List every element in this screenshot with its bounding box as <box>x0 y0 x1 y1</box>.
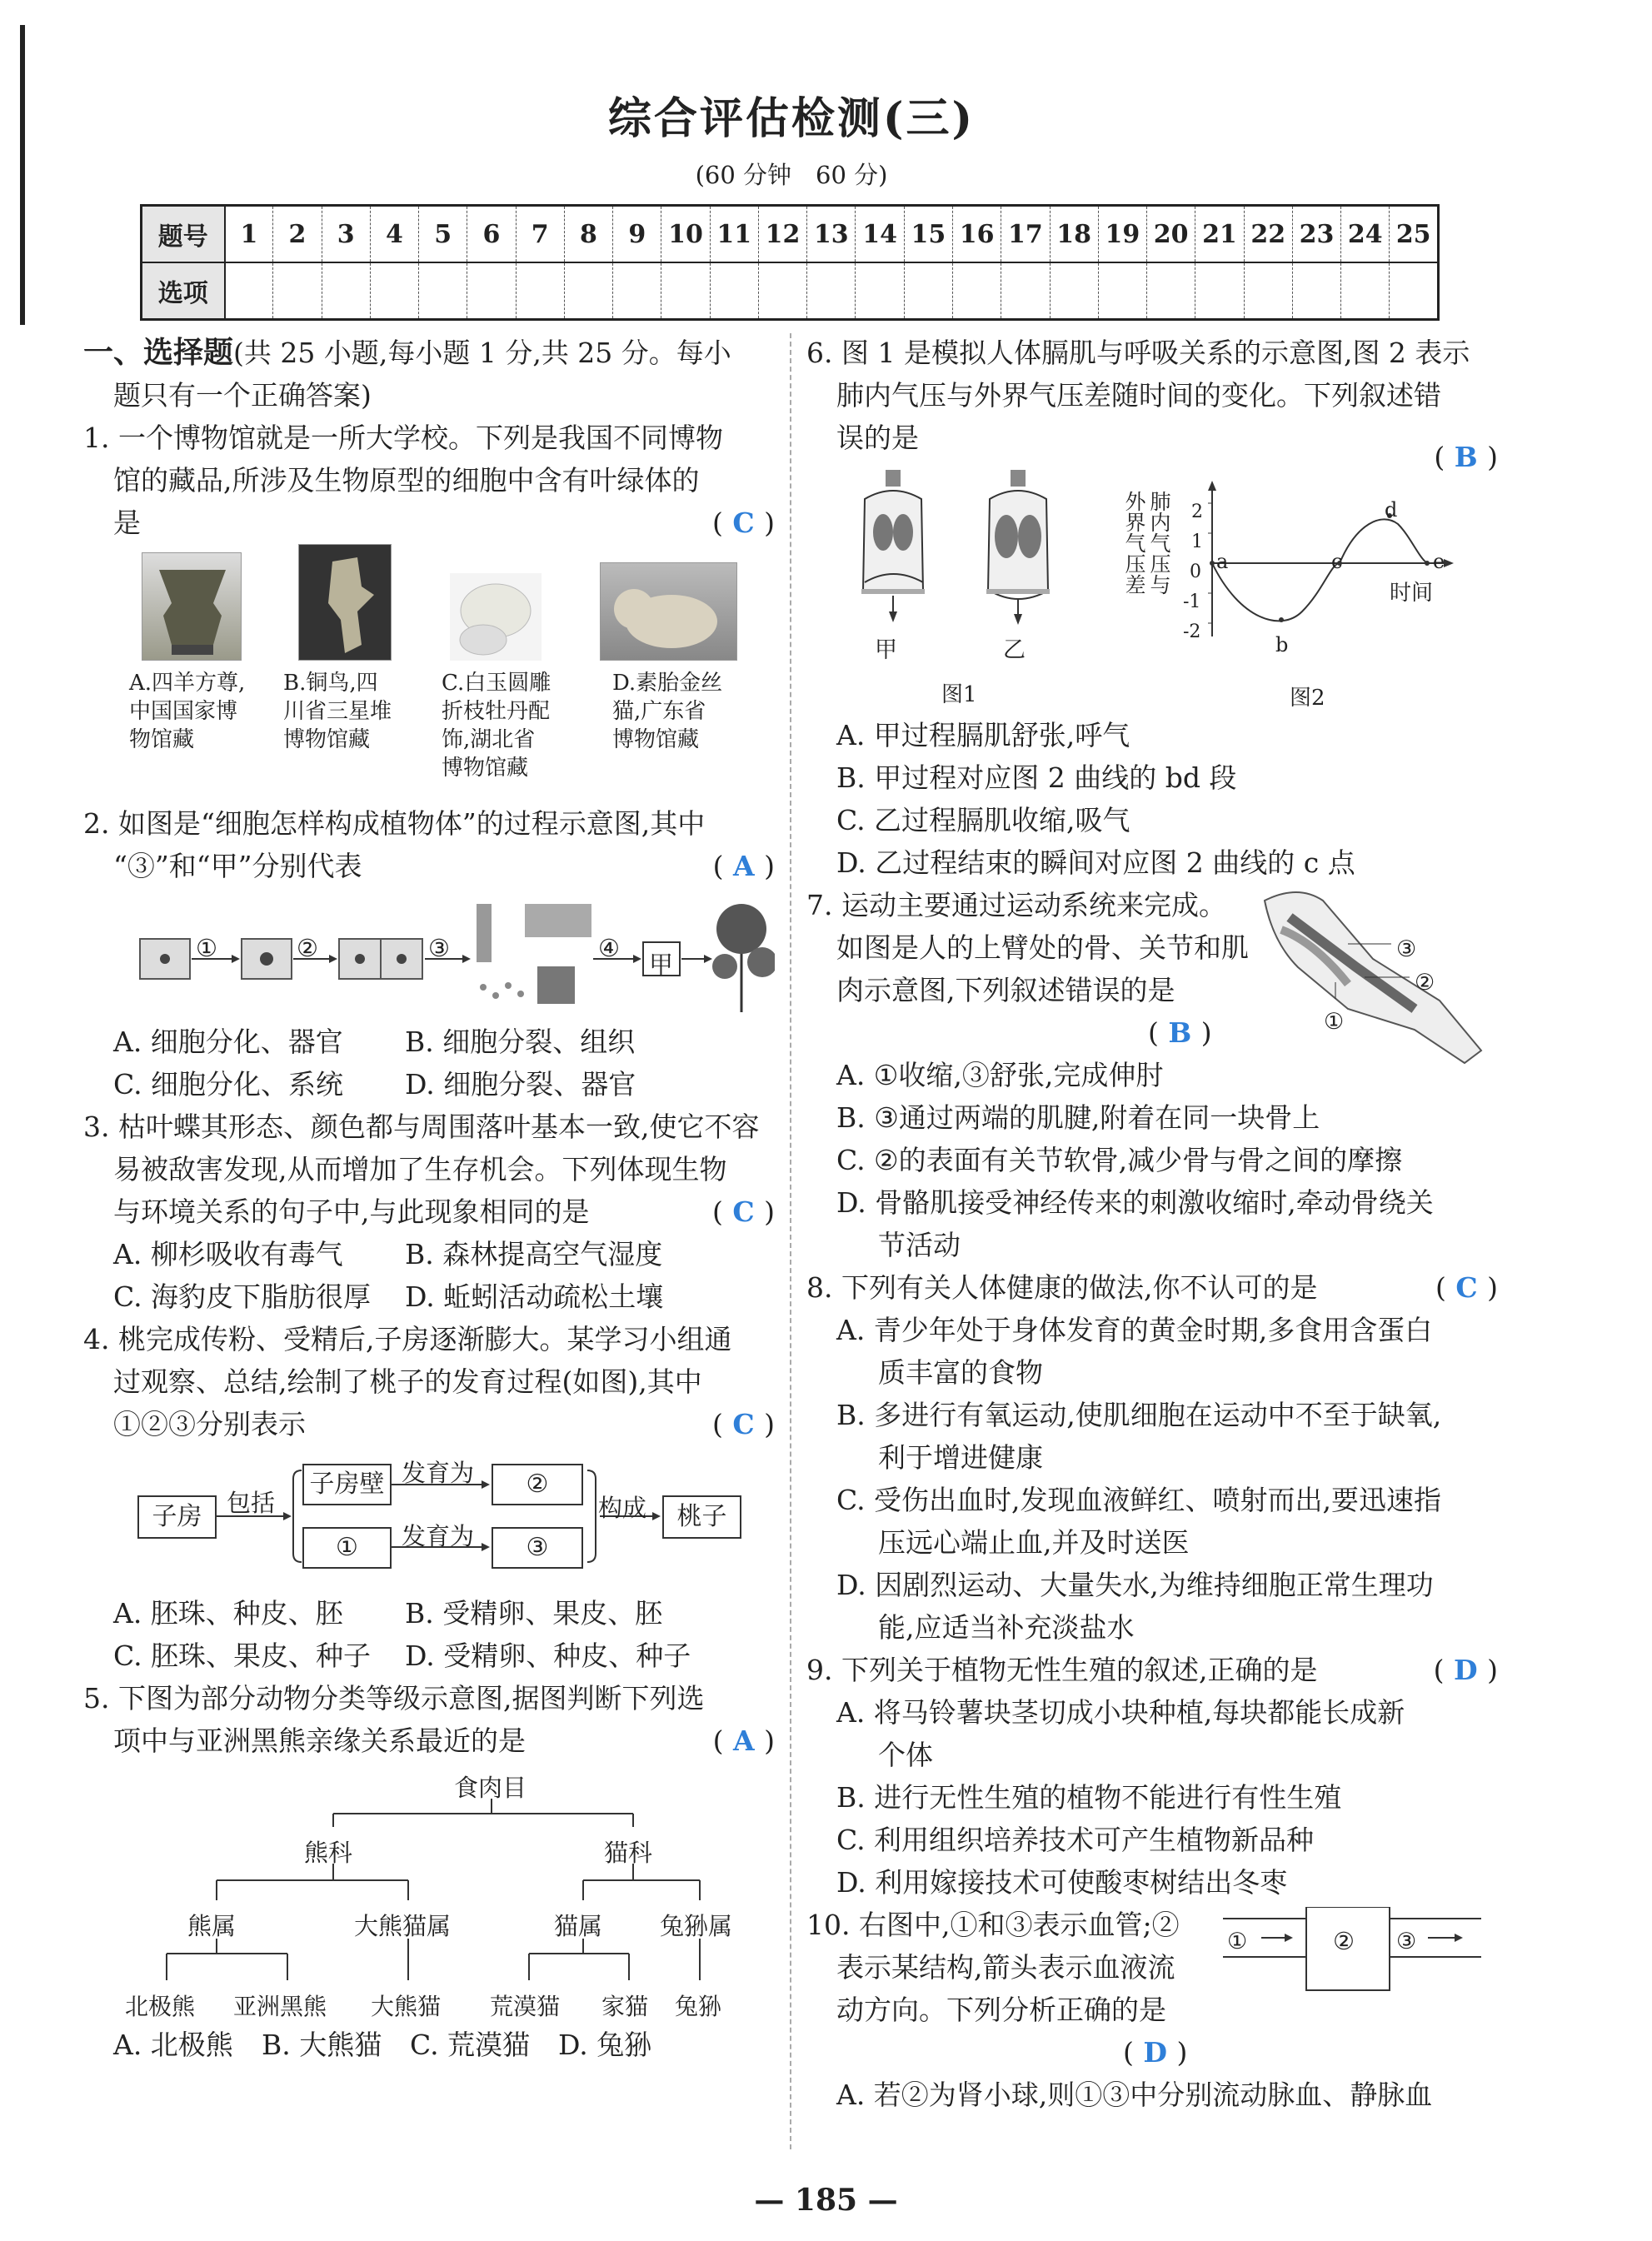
option-c: C. 胚珠、果皮、种子 <box>113 1640 372 1672</box>
q1-figure <box>83 544 775 802</box>
y-axis-label-1: 肺内气压与 <box>1147 491 1171 595</box>
grid-answer-cell[interactable] <box>1244 262 1292 320</box>
grid-question-number: 2 <box>273 206 322 263</box>
grid-question-number: 1 <box>225 206 273 263</box>
caption-line: 博物馆藏 <box>283 727 371 752</box>
grid-answer-cell[interactable] <box>952 262 1001 320</box>
tree-species: 家猫 <box>601 1993 649 2020</box>
grid-question-number: 3 <box>322 206 370 263</box>
q5-figure <box>83 1762 775 2024</box>
q10-text: 10. 右图中,①和③表示血管;② <box>806 1909 1180 1941</box>
option-a-cont: 质丰富的食物 <box>878 1356 1043 1389</box>
grid-question-number: 7 <box>516 206 564 263</box>
grid-question-number: 24 <box>1341 206 1390 263</box>
grid-question-number: 4 <box>370 206 418 263</box>
option-d: D. 因剧烈运动、大量失水,为维持细胞正常生理功 <box>836 1569 1434 1601</box>
q8-answer-letter: C <box>1455 1271 1478 1304</box>
q5-options <box>83 2024 775 2066</box>
option-b: B. 受精卵、果皮、胚 <box>405 1597 663 1630</box>
grid-answer-cell[interactable] <box>564 262 612 320</box>
grid-answer-cell[interactable] <box>225 262 273 320</box>
classification-tree <box>83 1762 775 2024</box>
grid-question-number: 5 <box>419 206 467 263</box>
option-a: A. 将马铃薯块茎切成小块种植,每块都能长成新 <box>836 1696 1405 1729</box>
option-a: A. 甲过程膈肌舒张,呼气 <box>836 719 1130 751</box>
grid-answer-cell[interactable] <box>1001 262 1050 320</box>
grid-question-number: 23 <box>1292 206 1340 263</box>
q4-text: 过观察、总结,绘制了桃子的发育过程(如图),其中 <box>113 1365 702 1398</box>
grid-answer-cell[interactable] <box>856 262 904 320</box>
left-column <box>83 332 775 2066</box>
grid-question-number: 16 <box>952 206 1001 263</box>
option-d-cont: 节活动 <box>878 1229 961 1261</box>
figure-2-caption: 图2 <box>1290 686 1325 711</box>
column-divider <box>790 333 791 2149</box>
q2-options <box>83 1063 775 1106</box>
q7-answer: ( B ) <box>1148 1016 1212 1049</box>
point-c: c <box>1331 550 1343 573</box>
caption-line: A.四羊方尊, <box>129 671 246 696</box>
caption-line: 折枝牡丹配 <box>442 699 551 724</box>
option-b: B. 甲过程对应图 2 曲线的 bd 段 <box>836 761 1237 794</box>
jade-flower-icon <box>450 573 542 661</box>
bronze-zun-image <box>142 552 242 661</box>
bell-jar-yi <box>986 470 1050 625</box>
develop-label: 发育为 <box>402 1522 475 1550</box>
option-c: C. 利用组织培养技术可产生植物新品种 <box>836 1824 1315 1856</box>
q1-text: 1. 一个博物馆就是一所大学校。下列是我国不同博物 <box>83 422 723 454</box>
structure-label-2: ② <box>1333 1927 1355 1955</box>
vessel-label-3: ③ <box>1396 1929 1417 1954</box>
option-c: C. 海豹皮下脂肪很厚 <box>113 1280 372 1313</box>
option-a: A. 细胞分化、器官 <box>113 1026 343 1058</box>
option-a-cont: 个体 <box>878 1739 933 1771</box>
figure-1-caption: 图1 <box>941 682 977 707</box>
grid-answer-cell[interactable] <box>370 262 418 320</box>
ovary-box: 子房 <box>137 1495 217 1539</box>
q5-answer: ( A ) <box>712 1724 775 1757</box>
q6-text: 误的是 <box>836 422 919 454</box>
grid-question-number: 22 <box>1244 206 1292 263</box>
form-label: 构成 <box>598 1494 647 1522</box>
arm-muscle-diagram <box>1248 884 1498 1076</box>
grid-answer-cell[interactable] <box>322 262 370 320</box>
q3-answer: ( C ) <box>711 1195 775 1228</box>
page-number: — 185 — <box>754 2183 898 2218</box>
point-e: e <box>1433 550 1445 573</box>
jar-label-jia: 甲 <box>875 637 897 663</box>
grid-header-option: 选项 <box>142 262 225 320</box>
caption-line: 中国国家博 <box>129 699 238 724</box>
q8-text: 8. 下列有关人体健康的做法,你不认可的是 <box>806 1271 1318 1304</box>
caption-line: 博物馆藏 <box>442 756 529 781</box>
page-title: 综合评估检测(三) <box>607 93 976 144</box>
q1-text: 馆的藏品,所涉及生物原型的细胞中含有叶绿体的 <box>113 464 700 497</box>
q6-text: 肺内气压与外界气压差随时间的变化。下列叙述错 <box>836 379 1441 412</box>
q10-text: 表示某结构,箭头表示血液流 <box>836 1951 1175 1984</box>
grid-answer-cell[interactable] <box>1195 262 1244 320</box>
tree-family: 熊科 <box>304 1839 353 1867</box>
option-a: A. 北极熊 <box>113 2029 233 2061</box>
q10-answer: ( D ) <box>1123 2036 1188 2069</box>
right-column <box>806 332 1498 2116</box>
grid-question-number: 14 <box>856 206 904 263</box>
bronze-zun-icon <box>142 553 242 661</box>
jade-pendant-image <box>450 573 542 661</box>
option-d: D. 细胞分裂、器官 <box>405 1068 636 1101</box>
q8-answer: ( C ) <box>1435 1271 1498 1304</box>
caption-line: 猫,广东省 <box>612 699 706 724</box>
q1-caption-d <box>612 669 722 754</box>
q4-text: 4. 桃完成传粉、受精后,子房逐渐膨大。某学习小组通 <box>83 1323 732 1355</box>
option-d: D. 受精卵、种皮、种子 <box>405 1640 691 1672</box>
bronze-bird-image <box>298 544 392 661</box>
tree-species: 大熊猫 <box>371 1993 442 2020</box>
grid-answer-cell[interactable] <box>1098 262 1146 320</box>
grid-answer-cell[interactable] <box>1147 262 1195 320</box>
q4-answer-letter: C <box>732 1408 755 1440</box>
q1-caption-c <box>442 669 551 782</box>
q6-answer: ( B ) <box>1434 441 1498 473</box>
develop-label: 发育为 <box>402 1459 475 1487</box>
bell-jar-jia <box>861 470 925 622</box>
q9-answer: ( D ) <box>1433 1654 1498 1686</box>
grid-answer-cell[interactable] <box>1050 262 1098 320</box>
y-tick: 2 <box>1191 502 1203 522</box>
q10-text: 动方向。下列分析正确的是 <box>836 1994 1166 2026</box>
grid-question-number: 6 <box>467 206 516 263</box>
grid-question-number: 17 <box>1001 206 1050 263</box>
box-label-jia: 甲 <box>649 951 674 979</box>
q1-text-last <box>83 502 775 544</box>
option-b: B. 森林提高空气湿度 <box>405 1238 663 1270</box>
q3-text-last <box>83 1190 775 1233</box>
q4-options <box>83 1635 775 1677</box>
q4-text-last <box>83 1403 775 1445</box>
grid-answer-cell[interactable] <box>904 262 952 320</box>
option-c-cont: 压远心端止血,并及时送医 <box>878 1526 1190 1559</box>
tree-genus: 熊属 <box>187 1912 237 1940</box>
option-b: B. ③通过两端的肌腱,附着在同一块骨上 <box>836 1101 1320 1134</box>
option-c: C. 受伤出血时,发现血液鲜红、喷射而出,要迅速指 <box>836 1484 1442 1516</box>
grid-answer-cell[interactable] <box>1292 262 1340 320</box>
q9-text: 9. 下列关于植物无性生殖的叙述,正确的是 <box>806 1654 1318 1686</box>
grid-answer-cell[interactable] <box>467 262 516 320</box>
grid-answer-cell[interactable] <box>661 262 710 320</box>
section-note-2: 题只有一个正确答案) <box>113 379 372 412</box>
grid-question-number: 15 <box>904 206 952 263</box>
grid-question-number: 11 <box>710 206 758 263</box>
answer-grid <box>140 204 1440 321</box>
q3-answer-letter: C <box>732 1195 755 1228</box>
option-a: A. ①收缩,③舒张,完成伸肘 <box>836 1059 1164 1091</box>
caption-line: 物馆藏 <box>129 727 195 752</box>
tree-genus: 兔狲属 <box>660 1912 733 1940</box>
q4-options <box>83 1592 775 1635</box>
grid-question-number: 8 <box>564 206 612 263</box>
q1-answer-letter: C <box>732 507 755 539</box>
option-b: B. 多进行有氧运动,使肌细胞在运动中不至于缺氧, <box>836 1399 1442 1431</box>
q9-answer-letter: D <box>1454 1654 1478 1686</box>
option-c: C. ②的表面有关节软骨,减少骨与骨之间的摩擦 <box>836 1144 1403 1176</box>
y-axis-label <box>1121 491 1171 595</box>
q6-answer-letter: B <box>1454 441 1478 473</box>
tree-order: 食肉目 <box>454 1774 527 1802</box>
caption-line: C.白玉圆雕 <box>442 671 551 696</box>
tree-species: 亚洲黑熊 <box>233 1993 327 2020</box>
q7-text: 如图是人的上臂处的骨、关节和肌 <box>836 931 1249 964</box>
grid-question-number: 18 <box>1050 206 1098 263</box>
caption-line: 博物馆藏 <box>612 727 700 752</box>
q7-text: 7. 运动主要通过运动系统来完成。 <box>806 889 1226 921</box>
section-title: 一、选择题 <box>83 335 234 370</box>
grid-answer-cell[interactable] <box>1341 262 1390 320</box>
grid-question-number: 10 <box>661 206 710 263</box>
grid-answer-cell[interactable] <box>807 262 856 320</box>
q2-answer-letter: A <box>733 850 755 882</box>
q3-text: 易被敌害发现,从而增加了生存机会。下列体现生物 <box>113 1153 727 1185</box>
q5-text: 5. 下图为部分动物分类等级示意图,据图判断下列选 <box>83 1682 705 1714</box>
point-d: d <box>1385 498 1398 522</box>
q7-answer-letter: B <box>1168 1016 1192 1049</box>
q2-answer: ( A ) <box>712 850 775 882</box>
caption-line: D.素胎金丝 <box>612 671 723 696</box>
grid-answer-cell[interactable] <box>758 262 806 320</box>
option-d: D. 兔狲 <box>558 2029 652 2061</box>
q5-text: 项中与亚洲黑熊亲缘关系最近的是 <box>113 1724 526 1757</box>
tree-species: 荒漠猫 <box>490 1993 561 2020</box>
include-label: 包括 <box>227 1489 276 1517</box>
y-tick: -2 <box>1183 621 1201 642</box>
peach-box: 桃子 <box>662 1495 741 1539</box>
grid-answer-cell[interactable] <box>710 262 758 320</box>
step-label: ③ <box>428 934 450 962</box>
q2-options <box>83 1021 775 1063</box>
option-a: A. 若②为肾小球,则①③中分别流动脉血、静脉血 <box>836 2079 1433 2111</box>
q1-answer: ( C ) <box>711 507 775 539</box>
grid-question-number: 25 <box>1390 206 1439 263</box>
option-c: C. 乙过程膈肌收缩,吸气 <box>836 804 1130 836</box>
input-box-1: ① <box>302 1527 392 1569</box>
y-tick: -1 <box>1183 591 1201 612</box>
q2-text: 2. 如图是“细胞怎样构成植物体”的过程示意图,其中 <box>83 807 706 840</box>
q10-answer-line <box>806 2031 1498 2074</box>
option-a: A. 青少年处于身体发育的黄金时期,多食用含蛋白 <box>836 1314 1433 1346</box>
caption-line: 川省三星堆 <box>283 699 392 724</box>
option-d-cont: 能,应适当补充淡盐水 <box>878 1611 1135 1644</box>
q3-options <box>83 1275 775 1318</box>
clay-cat-image <box>600 562 737 661</box>
q9-text-line <box>806 1649 1498 1691</box>
option-a: A. 柳杉吸收有毒气 <box>113 1238 343 1270</box>
q8-text-line <box>806 1266 1498 1309</box>
q4-text: ①②③分别表示 <box>113 1408 306 1440</box>
y-axis-label-2: 外界气压差 <box>1122 491 1146 595</box>
grid-answer-cell[interactable] <box>1390 262 1439 320</box>
q1-caption-b <box>283 669 392 754</box>
blood-flow-diagram <box>1223 1907 1490 2007</box>
grid-question-number: 20 <box>1147 206 1195 263</box>
option-a: A. 胚珠、种皮、胚 <box>113 1597 343 1630</box>
clay-cat-icon <box>601 563 738 661</box>
option-d: D. 蚯蚓活动疏松土壤 <box>405 1280 664 1313</box>
grid-question-number: 19 <box>1098 206 1146 263</box>
tree-species: 北极熊 <box>125 1993 196 2020</box>
bronze-bird-icon <box>299 545 392 661</box>
step-label: ② <box>297 934 318 962</box>
q3-text: 与环境关系的句子中,与此现象相同的是 <box>113 1195 590 1228</box>
tree-family: 猫科 <box>604 1839 653 1867</box>
q4-figure <box>83 1445 775 1592</box>
option-b: B. 大熊猫 <box>262 2029 382 2061</box>
q1-caption-a <box>129 669 245 754</box>
option-b-cont: 利于增进健康 <box>878 1441 1043 1474</box>
grid-question-number: 21 <box>1195 206 1244 263</box>
grid-question-number: 12 <box>758 206 806 263</box>
q2-text-last <box>83 845 775 887</box>
option-d: D. 利用嫁接技术可使酸枣树结出冬枣 <box>836 1866 1288 1899</box>
grid-question-number: 13 <box>807 206 856 263</box>
q4-answer: ( C ) <box>711 1408 775 1440</box>
option-d: D. 骨骼肌接受神经传来的刺激收缩时,牵动骨绕关 <box>836 1186 1434 1219</box>
grid-answer-cell[interactable] <box>613 262 661 320</box>
q2-figure <box>83 887 775 1021</box>
y-tick: 0 <box>1190 561 1201 582</box>
q2-text: “③”和“甲”分别代表 <box>113 850 362 882</box>
q1-text: 是 <box>113 507 141 539</box>
caption-line: B.铜鸟,四 <box>283 671 378 696</box>
option-c: C. 荒漠猫 <box>410 2029 531 2061</box>
tree-species: 兔狲 <box>675 1993 722 2020</box>
page-subtitle: (60 分钟 60 分) <box>695 161 888 189</box>
vessel-label-1: ① <box>1227 1929 1248 1954</box>
caption-line: 饰,湖北省 <box>442 727 536 752</box>
option-b: B. 细胞分裂、组织 <box>405 1026 636 1058</box>
y-tick: 1 <box>1191 532 1203 552</box>
grid-answer-cell[interactable] <box>516 262 564 320</box>
muscle-label-2: ② <box>1415 970 1435 996</box>
q6-text: 6. 图 1 是模拟人体膈肌与呼吸关系的示意图,图 2 表示 <box>806 337 1470 369</box>
result-box-2: ② <box>492 1464 583 1505</box>
point-a: a <box>1216 550 1229 573</box>
q5-text-last <box>83 1719 775 1762</box>
x-axis-label: 时间 <box>1390 581 1434 606</box>
section-heading <box>83 332 775 374</box>
section-note: (共 25 小题,每小题 1 分,共 25 分。每小 <box>233 337 731 369</box>
option-c: C. 细胞分化、系统 <box>113 1068 344 1101</box>
q3-text: 3. 枯叶蝶其形态、颜色都与周围落叶基本一致,使它不容 <box>83 1111 760 1143</box>
tree-genus: 猫属 <box>554 1912 603 1940</box>
muscle-label-3: ③ <box>1396 936 1417 962</box>
grid-question-number: 9 <box>613 206 661 263</box>
option-d: D. 乙过程结束的瞬间对应图 2 曲线的 c 点 <box>836 846 1355 879</box>
q7-text: 肉示意图,下列叙述错误的是 <box>836 974 1175 1006</box>
q5-answer-letter: A <box>733 1724 755 1757</box>
q10-answer-letter: D <box>1143 2036 1167 2069</box>
point-b: b <box>1275 633 1289 656</box>
step-label: ① <box>196 934 217 962</box>
q3-options <box>83 1233 775 1275</box>
ovary-wall-box: 子房壁 <box>302 1464 392 1505</box>
tree-genus: 大熊猫属 <box>354 1912 452 1940</box>
grid-answer-cell[interactable] <box>273 262 322 320</box>
jar-label-yi: 乙 <box>1003 637 1026 663</box>
step-label: ④ <box>598 934 620 962</box>
grid-answer-cell[interactable] <box>419 262 467 320</box>
muscle-label-1: ① <box>1324 1009 1345 1035</box>
grid-header-number: 题号 <box>142 206 225 263</box>
q6-figure <box>806 466 1498 714</box>
option-b: B. 进行无性生殖的植物不能进行有性生殖 <box>836 1781 1342 1814</box>
result-box-3: ③ <box>492 1527 583 1569</box>
